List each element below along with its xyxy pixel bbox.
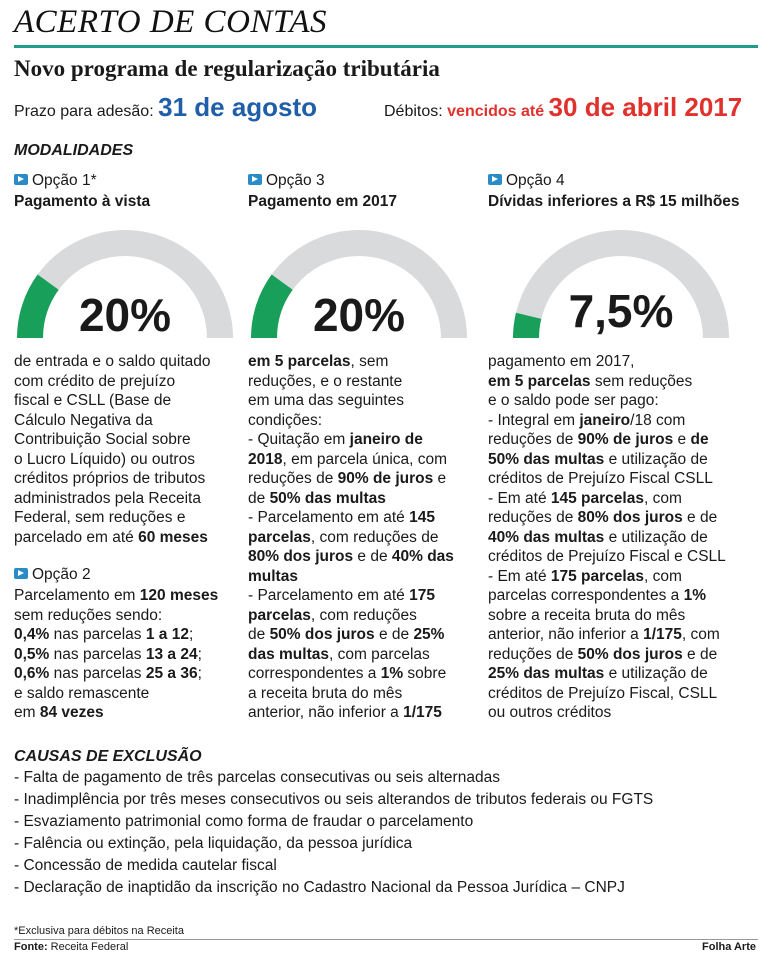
text-run: parcelas correspondentes a (488, 587, 684, 604)
text-line (248, 372, 454, 392)
text-run: sem reduções sendo: (14, 606, 163, 624)
debts (384, 92, 742, 123)
option-1-percent: 20% (78, 289, 172, 341)
option-1-label-text: Opção 1* (32, 172, 97, 189)
text-run: créditos próprios de tributos (14, 470, 206, 487)
text-run: sem reduções (590, 372, 693, 390)
text-run: créditos de Prejuízo Fiscal e CSLL (488, 548, 726, 565)
deadline (14, 92, 317, 123)
text-run: de entrada e o saldo quitado (14, 353, 211, 370)
bold-run: 25 a 36 (145, 665, 198, 682)
bold-run: 90% de juros (337, 470, 434, 487)
text-line (14, 352, 211, 372)
text-line (488, 703, 726, 723)
option-3-label-text: Opção 3 (266, 172, 325, 189)
text-line (248, 703, 454, 723)
footer-rule (14, 939, 758, 940)
text-line (488, 372, 726, 392)
bold-run: 0,4% (14, 626, 50, 643)
text-line (248, 489, 454, 509)
list-item: - Falta de pagamento de três parcelas consecutivas ou seis alternadas (14, 769, 500, 786)
bold-run: janeiro de (349, 431, 423, 448)
text-run: Parcelamento em (14, 587, 140, 604)
text-run: , sem (350, 353, 389, 370)
text-run: correspondentes a (248, 665, 381, 682)
text-line (14, 508, 211, 528)
text-line (248, 411, 454, 431)
bold-run: 40% das (391, 548, 454, 565)
text-line (488, 606, 726, 626)
bold-run: 40% das multas (488, 528, 605, 546)
text-run: fiscal e CSLL (Base de (14, 392, 172, 409)
text-line (14, 411, 211, 431)
credit: Folha Arte (702, 941, 756, 953)
text-line (488, 528, 726, 548)
bold-run: 50% das multas (488, 450, 605, 468)
exclusion-list (14, 767, 653, 899)
deadline-value: 31 de agosto (158, 92, 318, 122)
source-label: Fonte: (14, 941, 48, 953)
arrow-icon (488, 174, 502, 185)
text-line (14, 625, 218, 645)
text-run: com crédito de prejuízo (14, 372, 176, 390)
bold-run: 25% das multas (488, 665, 605, 682)
bold-run: 2018 (248, 450, 283, 468)
text-run: - Em até (488, 567, 551, 585)
text-run: , com reduções de (310, 528, 439, 546)
text-line (488, 450, 726, 470)
text-run: anterior, não inferior a (488, 626, 644, 643)
text-run: créditos de Prejuízo Fiscal, CSLL (488, 684, 718, 702)
list-item: - Concessão de medida cautelar fiscal (14, 857, 277, 874)
source-value: Receita Federal (50, 941, 129, 953)
text-line (14, 489, 211, 509)
text-run: sobre a receita bruta do mês (488, 606, 686, 624)
bold-run: 0,6% (14, 665, 50, 682)
text-line (248, 352, 454, 372)
text-line (14, 586, 218, 606)
bold-run: 50% das multas (269, 489, 386, 507)
bold-run: 1% (380, 665, 404, 682)
bold-run: em 5 parcelas (248, 353, 351, 370)
text-run: - Parcelamento em até (248, 509, 410, 526)
text-line (488, 391, 726, 411)
deadline-label: Prazo para adesão: (14, 103, 154, 120)
text-run: de (248, 626, 270, 643)
text-line (488, 684, 726, 704)
text-run: Cálculo Negativa da (14, 411, 153, 429)
text-run: em (14, 704, 40, 721)
text-line (14, 372, 211, 392)
text-run: créditos de Prejuízo Fiscal CSLL (488, 470, 713, 487)
text-line (248, 664, 454, 684)
text-run: e utilização de (604, 528, 708, 546)
text-line (14, 469, 211, 489)
text-line (248, 391, 454, 411)
text-run: pagamento em 2017, (488, 353, 635, 370)
text-run: , com (643, 489, 682, 507)
arrow-icon (14, 568, 28, 579)
text-run: e de (353, 548, 392, 565)
text-run: /18 com (630, 411, 686, 429)
text-run: reduções de (488, 431, 578, 448)
text-run: - Integral em (488, 411, 580, 429)
debts-value: 30 de abril 2017 (548, 92, 743, 122)
option-1-text (14, 352, 211, 547)
option-2-label-text: Opção 2 (32, 566, 91, 583)
text-line (14, 664, 218, 684)
arrow-icon (248, 174, 262, 185)
bold-run: 84 vezes (39, 704, 104, 721)
text-run: ou outros créditos (488, 704, 612, 721)
text-line (248, 450, 454, 470)
bold-run: 50% dos juros (577, 645, 683, 663)
text-line (488, 586, 726, 606)
footnote: *Exclusiva para débitos na Receita (14, 925, 184, 937)
text-line (488, 411, 726, 431)
text-line (248, 567, 454, 587)
text-run: e o saldo pode ser pago: (488, 392, 659, 409)
text-line (248, 547, 454, 567)
text-run: , com reduções (310, 606, 417, 624)
text-run: , com (681, 626, 720, 643)
option-3-percent: 20% (312, 289, 406, 341)
text-line (488, 430, 726, 450)
list-item: - Declaração de inaptidão da inscrição no Cadastro Nacional da Pessoa Jurídica – CNPJ (14, 879, 625, 896)
text-run: e de (682, 645, 718, 663)
option-2-label (14, 566, 91, 584)
bold-run: multas (248, 567, 298, 585)
bold-run: 145 (409, 509, 435, 526)
bold-run: das multas (248, 645, 329, 663)
option-4-percent: 7,5% (568, 285, 674, 337)
bold-run: 1/175 (643, 626, 682, 643)
text-line (248, 606, 454, 626)
text-run: - Parcelamento em até (248, 587, 410, 604)
bold-run: 90% de juros (577, 431, 674, 448)
text-line (248, 508, 454, 528)
text-line (248, 586, 454, 606)
option-2-text (14, 586, 218, 723)
text-run: o Lucro Líquido) ou outros (14, 450, 195, 468)
text-line (14, 684, 218, 704)
text-line (488, 547, 726, 567)
text-line (488, 352, 726, 372)
text-run: ; (188, 626, 194, 643)
bold-run: 50% dos juros (269, 626, 375, 643)
option-3-text (248, 352, 454, 723)
text-run: administrados pela Receita (14, 489, 201, 507)
option-1-label (14, 172, 97, 190)
bold-run: parcelas (248, 606, 311, 624)
text-run: ; (197, 665, 202, 682)
bold-run: de (690, 431, 709, 448)
text-run: de (248, 489, 270, 507)
text-run: sobre (403, 665, 447, 682)
bold-run: 80% dos juros (577, 509, 683, 526)
text-run: e (433, 470, 447, 487)
text-line (488, 625, 726, 645)
text-line (14, 450, 211, 470)
bold-run: 13 a 24 (145, 645, 198, 663)
text-run: nas parcelas (49, 665, 146, 682)
option-4-label-text: Opção 4 (506, 172, 565, 189)
option-3-label (248, 172, 325, 190)
text-line (14, 528, 211, 548)
text-line (488, 664, 726, 684)
list-item: - Inadimplência por três meses consecutivos ou seis alterandos de tributos federais ou FGTS (14, 791, 654, 808)
text-line (488, 508, 726, 528)
text-run: e saldo remascente (14, 684, 150, 702)
text-line (248, 645, 454, 665)
option-1-title: Pagamento à vista (14, 193, 151, 210)
text-run: - Quitação em (248, 431, 350, 448)
bold-run: 60 meses (138, 528, 208, 546)
text-line (14, 391, 211, 411)
text-line (488, 567, 726, 587)
text-line (14, 703, 218, 723)
text-run: e (673, 431, 691, 448)
text-run: e de (682, 509, 718, 526)
text-line (14, 430, 211, 450)
bold-run: 25% (413, 626, 445, 643)
text-run: nas parcelas (49, 626, 146, 643)
option-4-title: Dívidas inferiores a R$ 15 milhões (488, 193, 740, 210)
option-4-label (488, 172, 565, 190)
text-line (248, 684, 454, 704)
text-run: condições: (248, 411, 323, 429)
text-run: ; (197, 645, 202, 663)
text-line (488, 645, 726, 665)
text-line (14, 606, 218, 626)
text-run: , com parcelas (328, 645, 430, 663)
title-rule (14, 45, 758, 48)
text-line (248, 469, 454, 489)
option-4-text (488, 352, 726, 723)
text-line (14, 645, 218, 665)
bold-run: janeiro (579, 411, 631, 429)
list-item: - Esvaziamento patrimonial como forma de fraudar o parcelamento (14, 813, 474, 830)
text-run: - Em até (488, 489, 551, 507)
bold-run: 175 (409, 587, 435, 604)
debts-label: Débitos: (384, 103, 443, 120)
bold-run: 1 a 12 (145, 626, 189, 643)
text-run: reduções de (488, 645, 578, 663)
text-line (488, 489, 726, 509)
text-run: reduções de (488, 509, 578, 526)
text-run: , com (643, 567, 682, 585)
text-run: e utilização de (604, 665, 708, 682)
bold-run: 120 meses (139, 587, 219, 604)
bold-run: em 5 parcelas (488, 372, 591, 390)
text-run: e utilização de (604, 450, 708, 468)
bold-run: parcelas (248, 528, 311, 546)
text-line (248, 625, 454, 645)
page-title: ACERTO DE CONTAS (14, 4, 327, 40)
bold-run: 1% (683, 587, 706, 604)
text-run: reduções de (248, 470, 338, 487)
option-3-title: Pagamento em 2017 (248, 193, 398, 210)
source (14, 941, 128, 953)
text-run: em uma das seguintes (248, 392, 404, 409)
text-run: reduções, e o restante (248, 372, 403, 390)
text-run: Contribuição Social sobre (14, 431, 191, 448)
text-run: Federal, sem reduções e (14, 509, 186, 526)
text-line (248, 528, 454, 548)
exclusion-heading: CAUSAS DE EXCLUSÃO (14, 748, 202, 765)
bold-run: 1/175 (403, 704, 442, 721)
debts-qualifier: vencidos até (447, 103, 545, 120)
text-line (248, 430, 454, 450)
bold-run: 175 parcelas (550, 567, 644, 585)
modalidades-heading: MODALIDADES (14, 142, 134, 159)
text-run: , em parcela única, com (282, 450, 448, 468)
text-run: a receita bruta do mês (248, 684, 403, 702)
page-subtitle: Novo programa de regularização tributária (14, 56, 440, 81)
bold-run: 0,5% (14, 645, 50, 663)
bold-run: 80% dos juros (248, 548, 354, 565)
text-run: anterior, não inferior a (248, 704, 404, 721)
text-run: parcelado em até (14, 528, 139, 546)
text-run: nas parcelas (49, 645, 146, 663)
bold-run: 145 parcelas (550, 489, 644, 507)
list-item: - Falência ou extinção, pela liquidação, da pessoa jurídica (14, 835, 413, 852)
text-line (488, 469, 726, 489)
arrow-icon (14, 174, 28, 185)
text-run: e de (374, 626, 414, 643)
